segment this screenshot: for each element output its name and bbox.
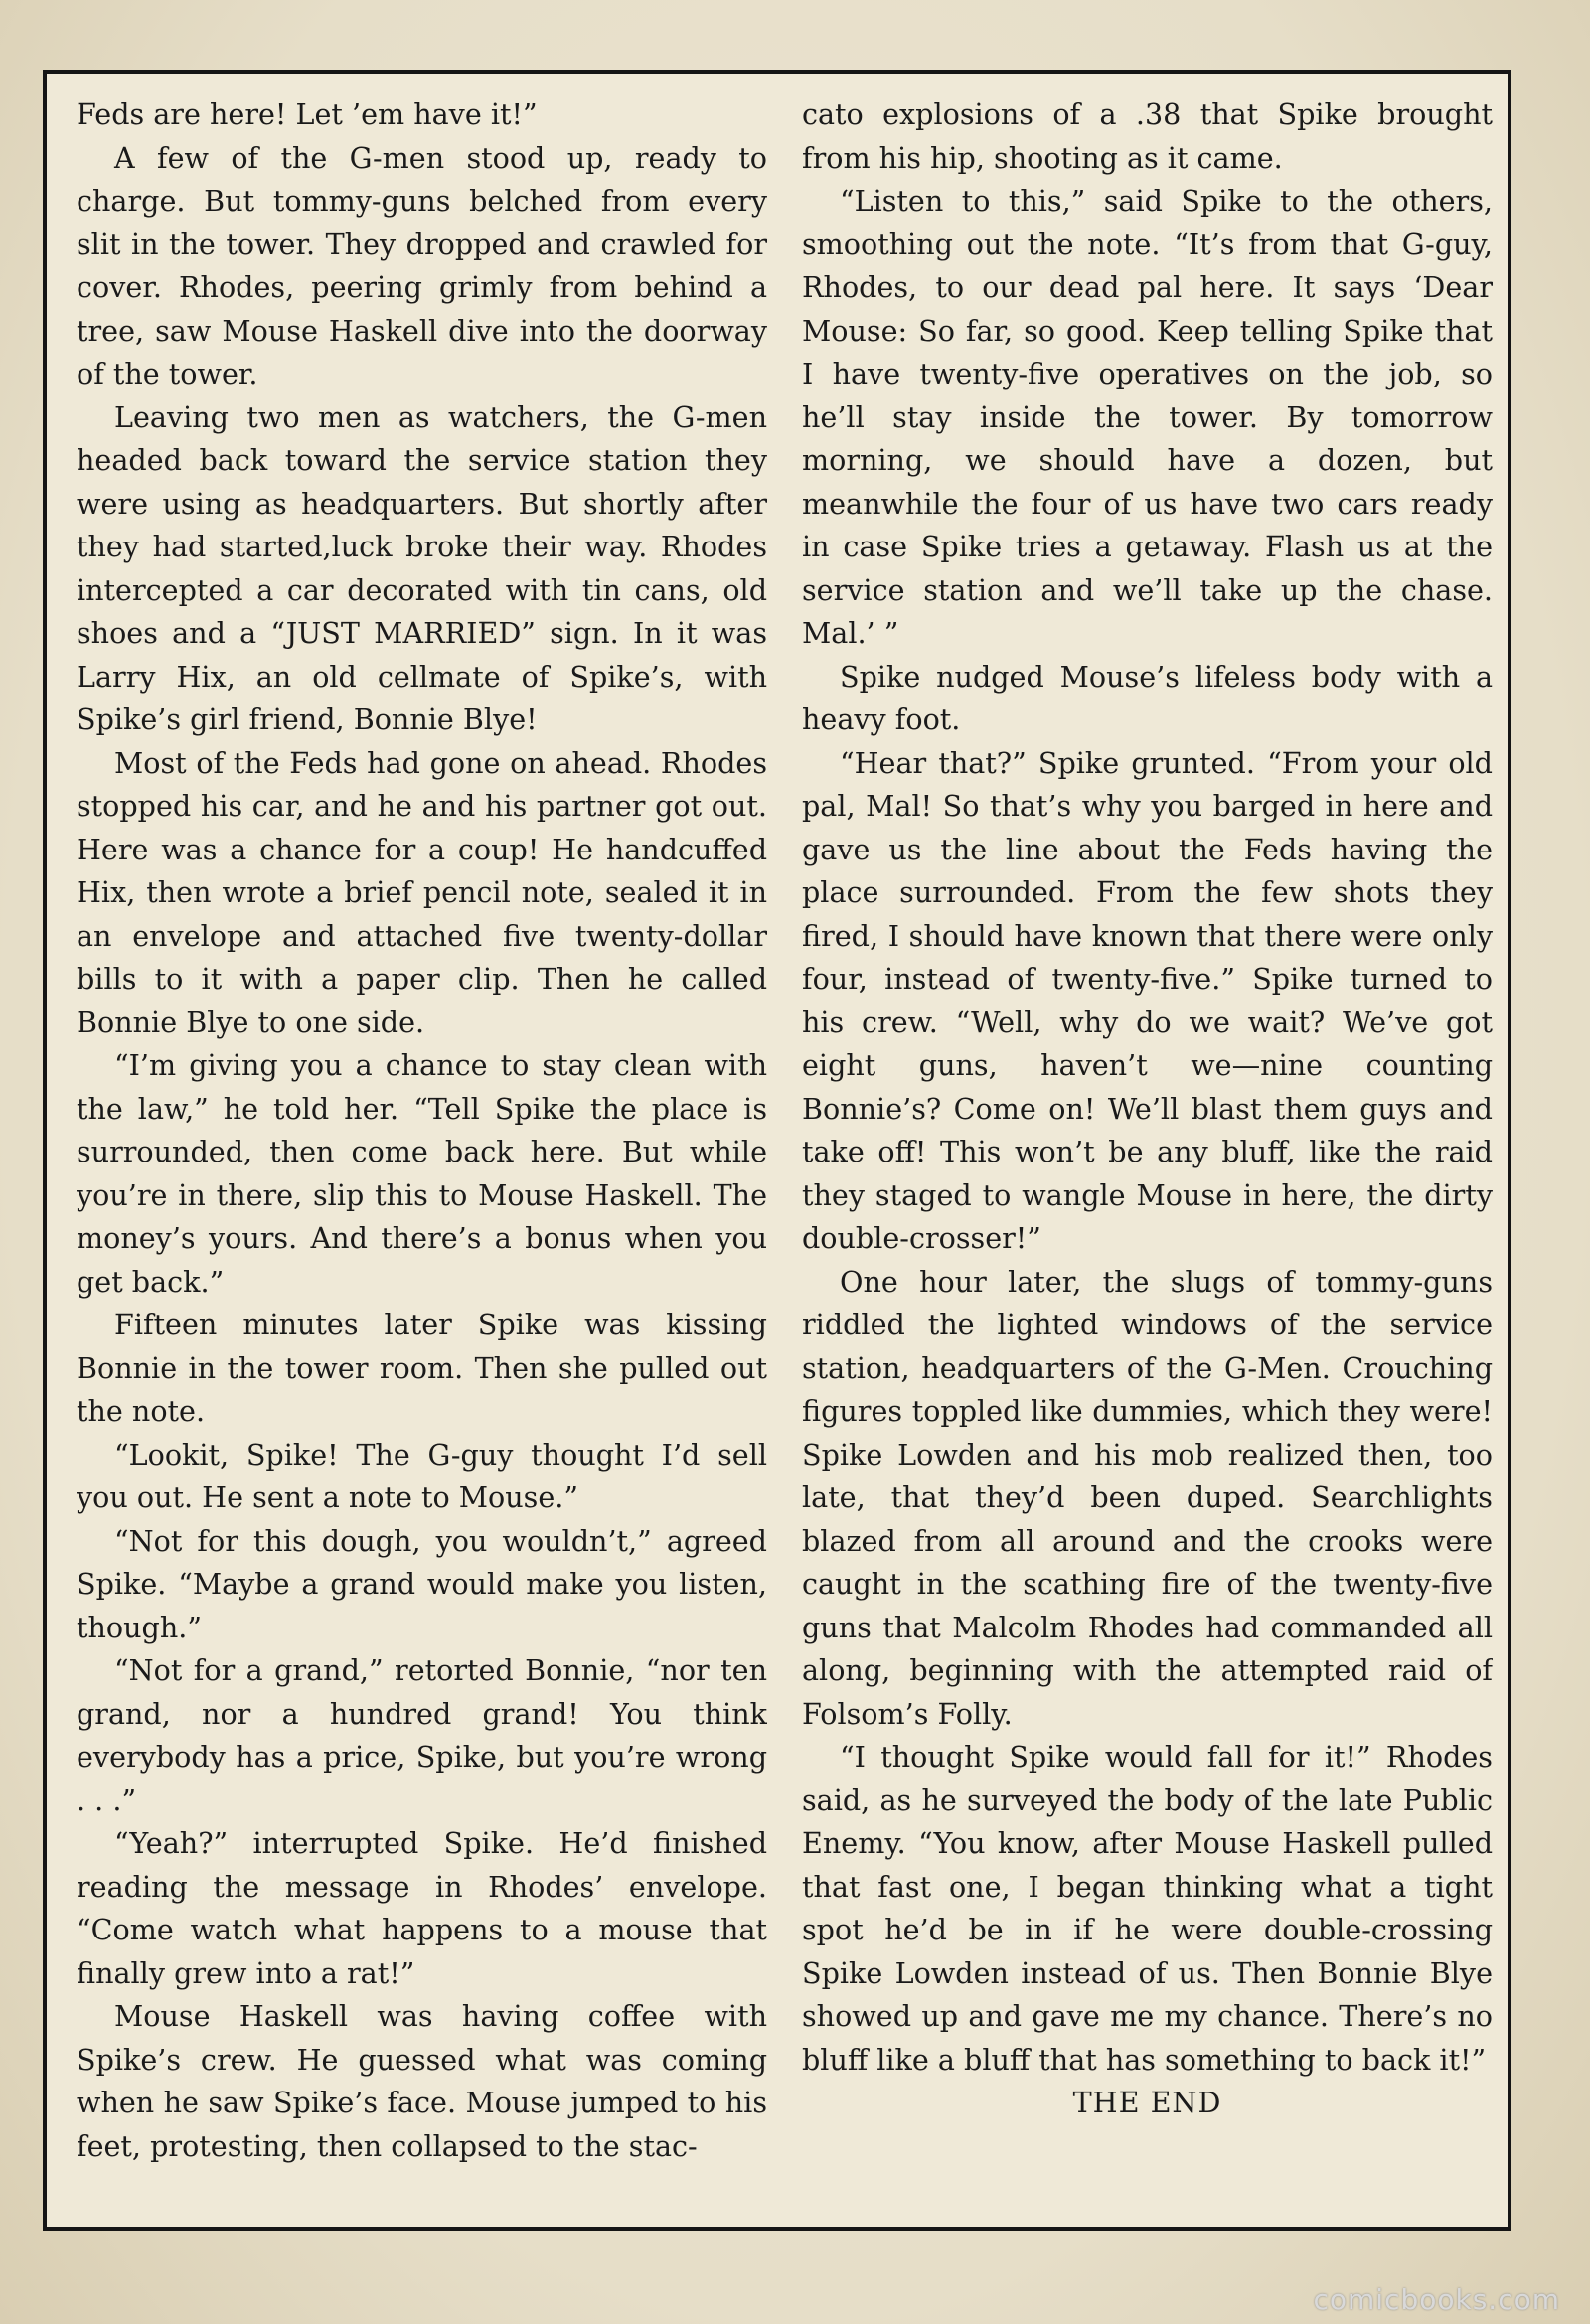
right-column	[802, 93, 1493, 2210]
paragraph: “Yeah?” interrupted Spike. He’d finished reading the message in Rhodes’ envelope. “Come watch what happens to a mouse that finally grew into a rat!”	[77, 1826, 767, 1990]
paragraph: Most of the Feds had gone on ahead. Rhodes stopped his car, and he and his partner got out. Here was a chance for a coup! He handcuffed Hix, then wrote a brief pencil note, sealed it in an envelope and attached five twenty-dollar bills to it with a paper clip. Then he called Bonnie Blye to one side.	[77, 745, 767, 1039]
text-frame	[43, 70, 1511, 2231]
paragraph: “Not for this dough, you wouldn’t,” agreed Spike. “Maybe a grand would make you listen, though.”	[77, 1523, 767, 1644]
paragraph: “Not for a grand,” retorted Bonnie, “nor ten grand, nor a hundred grand! You think everybody has a price, Spike, but you’re wrong . . .”	[77, 1653, 767, 1817]
paragraph: “Hear that?” Spike grunted. “From your old pal, Mal! So that’s why you barged in here and gave us the line about the Feds having the place surrounded. From the few shots they fired, I should have known that there were only four, instead of twenty-five.” Spike turned to his crew. “Well, why do we wait? We’ve got eight guns, haven’t we—nine counting Bonnie’s? Come on! We’ll blast them guys and take off! This won’t be any bluff, like the raid they staged to wangle Mouse in here, the dirty double-crosser!”	[802, 745, 1493, 1255]
paragraph: “I thought Spike would fall for it!” Rhodes said, as he surveyed the body of the late Public Enemy. “You know, after Mouse Haskell pulled that fast one, I began thinking what a tight spot he’d be in if he were double-crossing Spike Lowden instead of us. Then Bonnie Blye showed up and gave me my chance. There’s no bluff like a bluff that has something to back it!”	[802, 1740, 1493, 2077]
paragraph: Mouse Haskell was having coffee with Spike’s crew. He guessed what was coming when he saw Spike’s face. Mouse jumped to his feet, protesting, then collapsed to the stac-	[77, 1999, 767, 2163]
paragraph: One hour later, the slugs of tommy-guns riddled the lighted windows of the service station, headquarters of the G-Men. Crouching figures toppled like dummies, which they were! Spike Lowden and his mob realized then, too late, that they’d been duped. Searchlights blazed from all around and the crooks were caught in the scathing fire of the twenty-five guns that Malcolm Rhodes had commanded all along, beginning with the attempted raid of Folsom’s Folly.	[802, 1264, 1493, 1731]
paragraph: Fifteen minutes later Spike was kissing Bonnie in the tower room. Then she pulled out the note.	[77, 1308, 767, 1428]
paragraph: “I’m giving you a chance to stay clean with the law,” he told her. “Tell Spike the place is surrounded, then come back here. But while you’re in there, slip this to Mouse Haskell. The money’s yours. And there’s a bonus when you get back.”	[77, 1048, 767, 1299]
left-column	[77, 93, 767, 2210]
paragraph: A few of the G-men stood up, ready to charge. But tommy-guns belched from every slit in the tower. They dropped and crawled for cover. Rhodes, peering grimly from behind a tree, saw Mouse Haskell dive into the doorway of the tower.	[77, 140, 767, 390]
watermark: comicbooks.com	[1313, 2283, 1560, 2316]
paragraph: cato explosions of a .38 that Spike brought from his hip, shooting as it came.	[802, 97, 1493, 175]
paragraph: Spike nudged Mouse’s lifeless body with a heavy foot.	[802, 659, 1493, 736]
the-end-label: THE END	[1072, 2086, 1222, 2119]
paragraph: Leaving two men as watchers, the G-men headed back toward the service station they were using as headquarters. But shortly after they had started,luck broke their way. Rhodes intercepted a car decorated with tin cans, old shoes and a “JUST MARRIED” sign. In it was Larry Hix, an old cellmate of Spike’s, with Spike’s girl friend, Bonnie Blye!	[77, 399, 767, 736]
paragraph: “Listen to this,” said Spike to the others, smoothing out the note. “It’s from that G-guy, Rhodes, to our dead pal here. It says ‘Dear Mouse: So far, so good. Keep telling Spike that I have twenty-five operatives on the job, so he’ll stay inside the tower. By tomorrow morning, we should have a dozen, but meanwhile the four of us have two cars ready in case Spike tries a getaway. Flash us at the service station and we’ll take up the chase. Mal.’ ”	[802, 184, 1493, 650]
paragraph: “Lookit, Spike! The G-guy thought I’d sell you out. He sent a note to Mouse.”	[77, 1437, 767, 1514]
paragraph: Feds are here! Let ’em have it!”	[77, 97, 538, 131]
